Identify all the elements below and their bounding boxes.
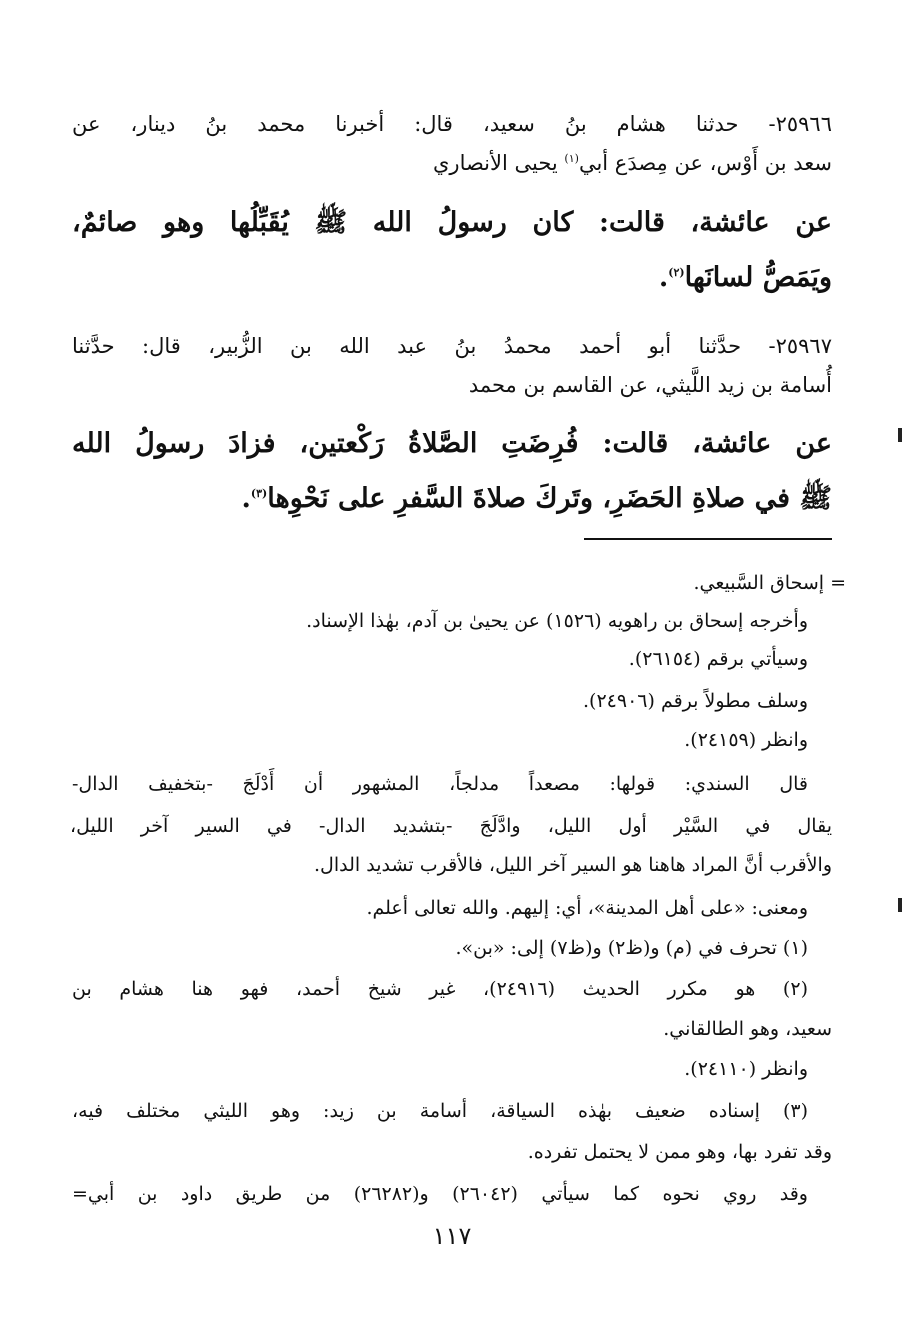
hadith-25967-matn-line-2: [72, 483, 832, 515]
footnote-text-7: يقال في السَّيْر أول الليل، وادَّلَجَ -بتشديد الدال- في السير آخر الليل،: [70, 815, 832, 837]
footnote-text-11: (٢) هو مكرر الحديث (٢٤٩١٦)، غير شيخ أحمد، فهو هنا هشام بن: [72, 978, 808, 1000]
footnote-line-11: [72, 978, 808, 1001]
footnote-text-9: ومعنى: «على أهل المدينة»، أي: إليهم. والله تعالى أعلم.: [366, 897, 808, 919]
footnote-text-13: وانظر (٢٤١١٠).: [684, 1058, 808, 1080]
hadith-25967-matn-text-2a: ﷺ في صلاةِ الحَضَرِ، وتَركَ صلاةَ السَّفرِ على نَحْوِها: [267, 483, 832, 514]
footnote-text-15: وقد تفرد بها، وهو ممن لا يحتمل تفرده.: [527, 1141, 832, 1163]
footnote-ref-3: (٣): [250, 487, 268, 500]
footnote-line-8: [70, 854, 832, 877]
page-number: ١١٧: [432, 1222, 472, 1250]
hadith-25966-chain-text-2b: يحيى الأنصاري: [432, 151, 565, 175]
footnote-text-3: وسيأتي برقم (٢٦١٥٤).: [628, 648, 808, 670]
hadith-25966-chain-text-2a: سعد بن أَوْس، عن مِصدَع أبي: [578, 151, 832, 175]
footnote-separator: [584, 538, 832, 540]
footnote-text-6: قال السندي: قولها: مصعداً مدلجاً، المشهور أن أَدْلَجَ -بتخفيف الدال-: [72, 773, 808, 795]
footnote-line-12: [70, 1018, 832, 1041]
footnote-text-16: وقد روي نحوه كما سيأتي (٢٦٠٤٢) و(٢٦٢٨٢) من طريق داود بن أبي=: [72, 1183, 808, 1205]
footnote-line-5: [70, 729, 808, 752]
footnote-line-2: [70, 610, 808, 633]
footnote-ref-2: (٢): [668, 266, 685, 279]
footnote-text-4: وسلف مطولاً برقم (٢٤٩٠٦).: [583, 690, 808, 712]
hadith-25966-chain-line-2: [72, 151, 832, 176]
hadith-25966-matn-text-2b: .: [658, 262, 669, 293]
footnote-text-10: (١) تحرف في (م) و(ظ٢) و(ظ٧) إلى: «بن».: [455, 937, 808, 959]
footnote-line-7: [70, 815, 832, 838]
footnote-text-14: (٣) إسناده ضعيف بهٰذه السياقة، أسامة بن زيد: وهو الليثي مختلف فيه،: [72, 1100, 808, 1122]
footnote-text-1: = إسحاق السَّبيعي.: [693, 572, 846, 594]
footnote-line-9: [70, 897, 808, 920]
footnote-line-15: [70, 1141, 832, 1164]
hadith-25966-matn-text-1: عن عائشة، قالت: كان رسولُ الله ﷺ يُقَبِّلُها وهو صائمٌ،: [72, 207, 832, 238]
footnote-line-16: [72, 1183, 808, 1206]
footnote-line-14: [72, 1100, 808, 1123]
hadith-25967-chain-line-1: [72, 334, 832, 359]
hadith-25966-matn-text-2a: ويَمَصُّ لسانَها: [684, 262, 832, 293]
scan-edge-mark-2: [898, 898, 902, 912]
hadith-25967-chain-text-2: أُسامة بن زيد اللَّيثي، عن القاسم بن محمد: [468, 373, 832, 397]
footnote-line-1: [70, 572, 846, 595]
footnote-text-5: وانظر (٢٤١٥٩).: [684, 729, 808, 751]
hadith-25967-matn-text-1: عن عائشة، قالت: فُرِضَتِ الصَّلاةُ رَكْعتين، فزادَ رسولُ الله: [72, 428, 832, 459]
footnote-line-4: [70, 690, 808, 713]
footnote-text-12: سعيد، وهو الطالقاني.: [663, 1018, 832, 1040]
footnote-line-10: [70, 937, 808, 960]
hadith-25966-matn-line-1: [72, 207, 832, 239]
hadith-25967-matn-text-2b: .: [241, 483, 251, 514]
footnote-line-13: [70, 1058, 808, 1081]
footnote-line-3: [70, 648, 808, 671]
footnote-text-2: وأخرجه إسحاق بن راهويه (١٥٢٦) عن يحيىٰ بن آدم، بهٰذا الإسناد.: [306, 610, 808, 632]
hadith-25967-chain-line-2: [72, 373, 832, 398]
scan-edge-mark-1: [898, 428, 902, 442]
footnote-text-8: والأقرب أنَّ المراد هاهنا هو السير آخر الليل، فالأقرب تشديد الدال.: [314, 854, 832, 876]
footnote-ref-1: (١): [564, 152, 579, 165]
footnote-line-6: [72, 773, 808, 796]
hadith-25966-chain-text-1: ٢٥٩٦٦- حدثنا هشام بنُ سعيد، قال: أخبرنا محمد بنُ دينار، عن: [72, 112, 832, 136]
hadith-25967-matn-line-1: [72, 428, 832, 460]
hadith-25967-chain-text-1: ٢٥٩٦٧- حدَّثنا أبو أحمد محمدُ بنُ عبد الله بن الزُّبير، قال: حدَّثنا: [72, 334, 832, 358]
hadith-25966-chain-line-1: [72, 112, 832, 137]
hadith-25966-matn-line-2: [72, 262, 832, 294]
